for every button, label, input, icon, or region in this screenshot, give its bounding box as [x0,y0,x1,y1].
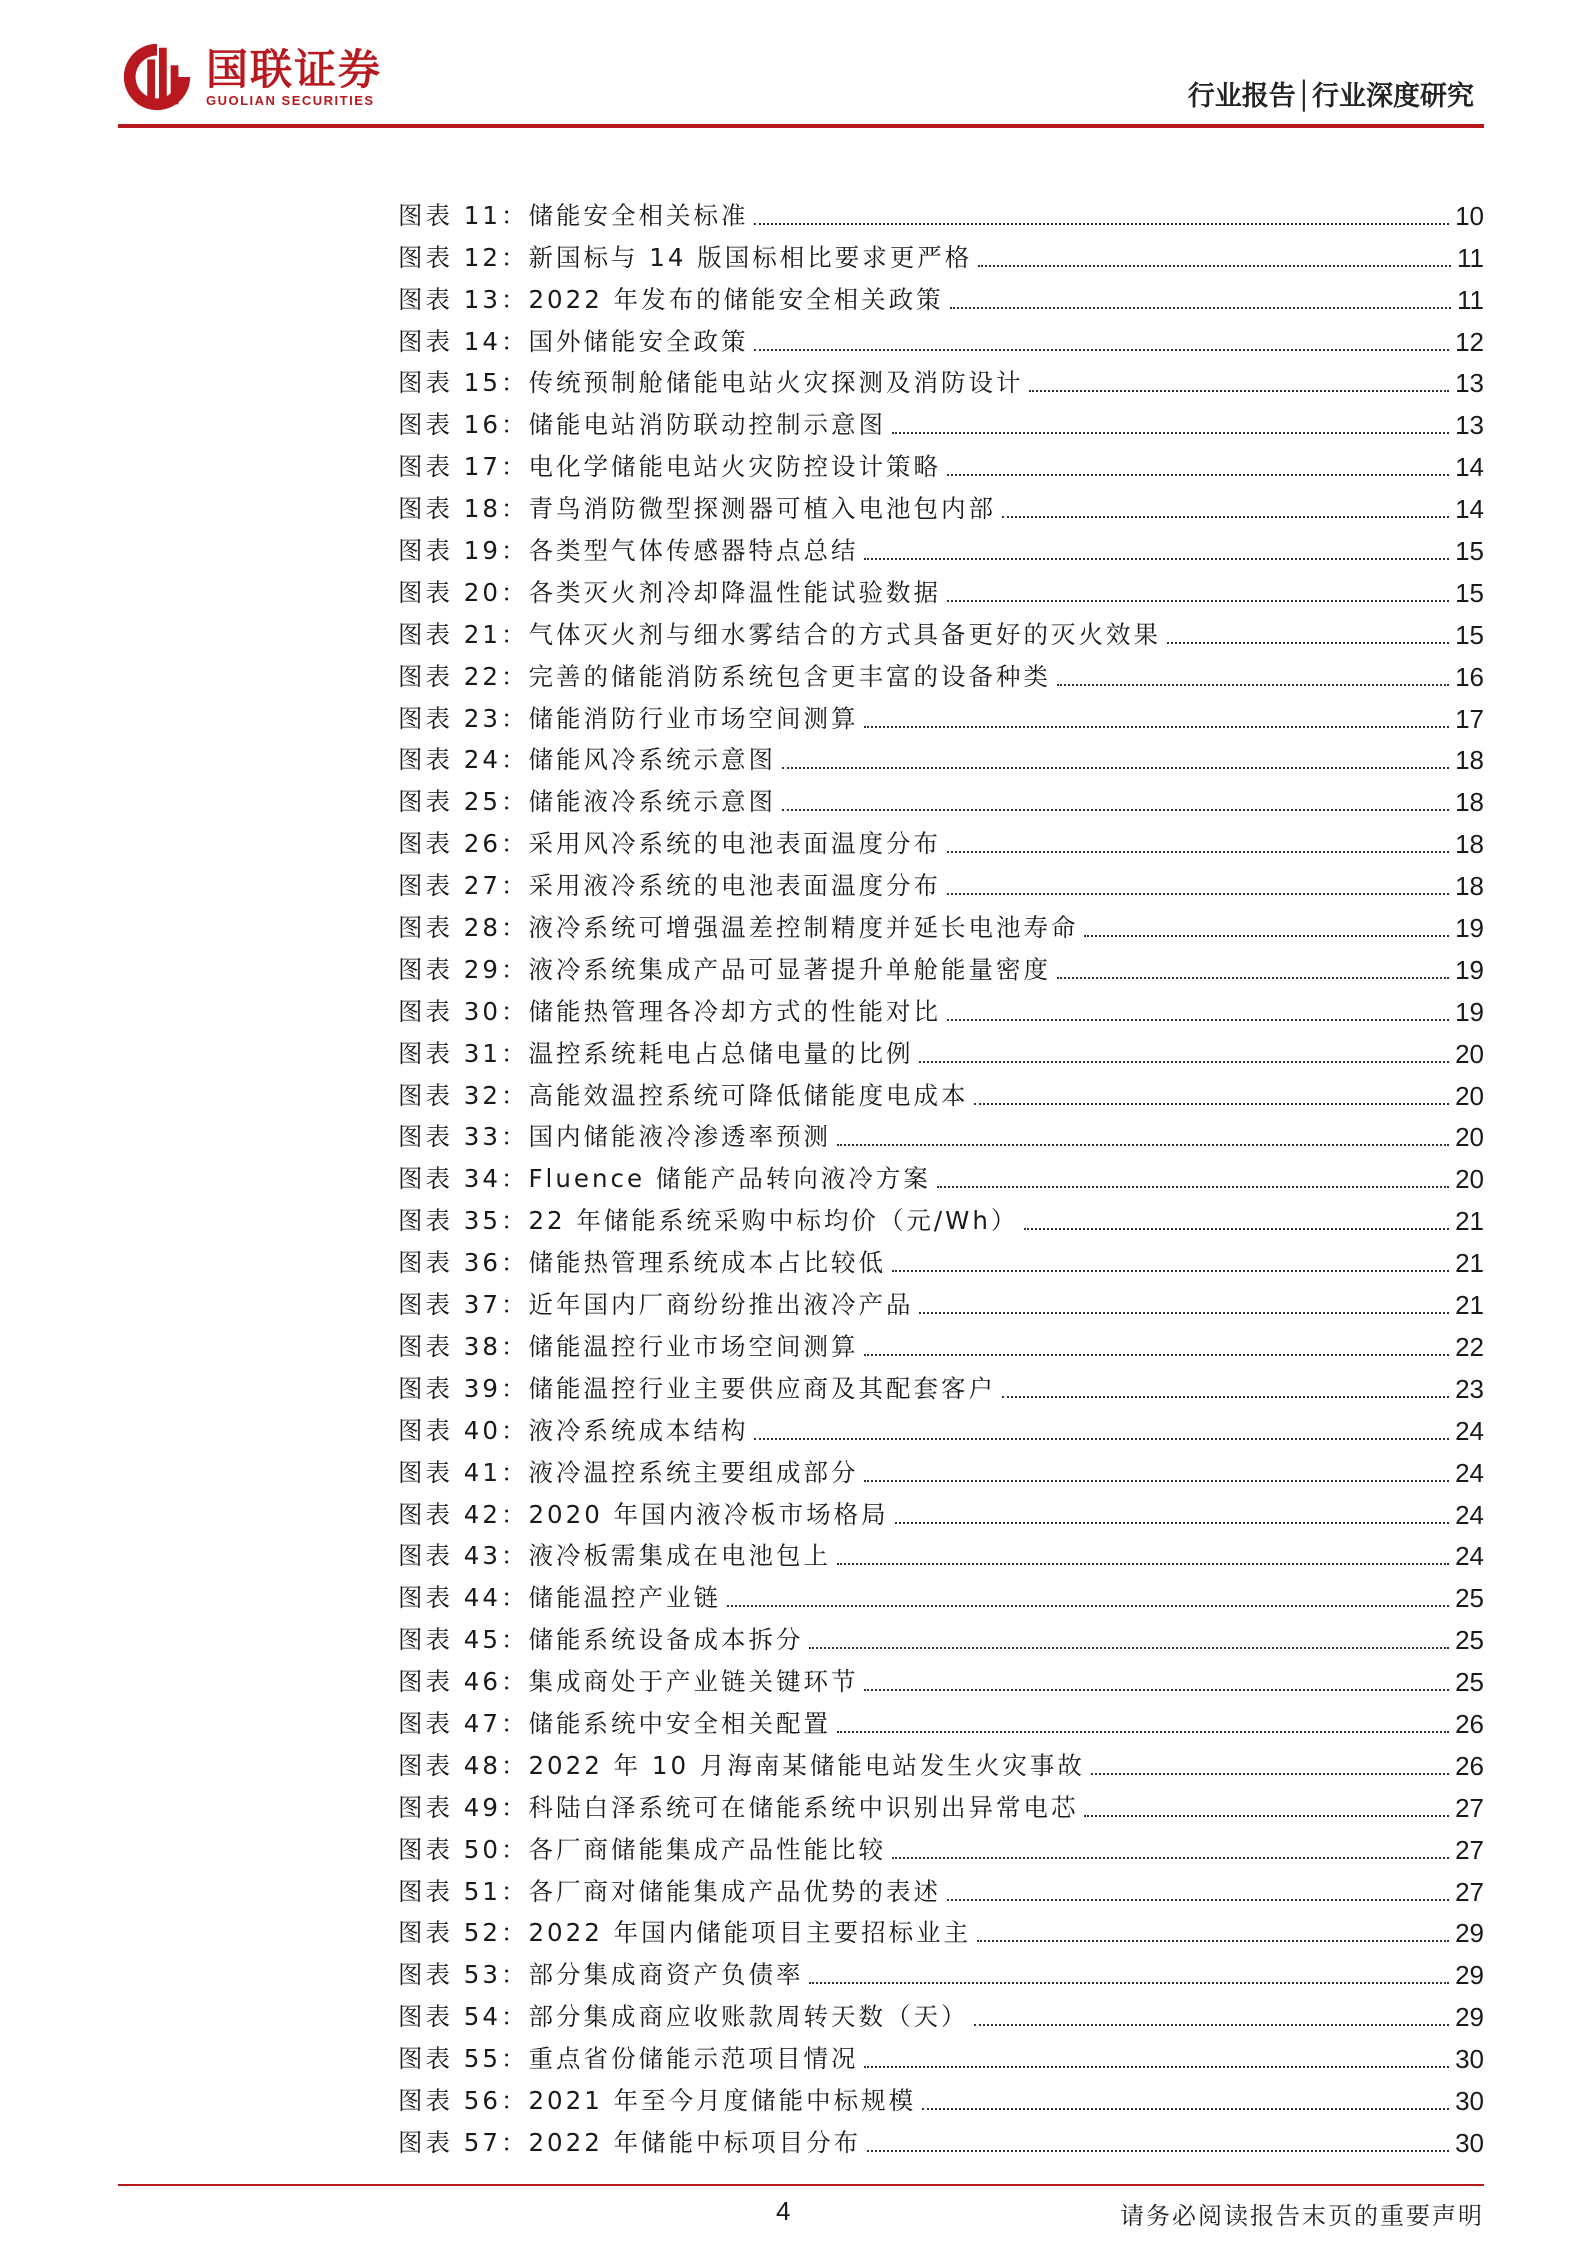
toc-dot-leader [837,1563,1449,1565]
toc-entry-page: 18 [1455,745,1484,776]
toc-entry-page: 29 [1455,1918,1484,1949]
toc-dot-leader [727,1605,1449,1607]
toc-entry-label: 图表 56：2021 年至今月度储能中标规模 [398,2085,917,2115]
toc-dot-leader [809,1982,1449,1984]
toc-entry-label: 图表 45：储能系统设备成本拆分 [398,1625,804,1655]
toc-entry-page: 23 [1455,1373,1484,1404]
toc-dot-leader [1002,1396,1449,1398]
toc-entry-label: 图表 41：液冷温控系统主要组成部分 [398,1457,859,1487]
toc-entry-page: 29 [1455,2002,1484,2033]
toc-dot-leader [1084,935,1449,937]
toc-entry-label: 图表 25：储能液冷系统示意图 [398,787,776,817]
toc-entry-page: 19 [1455,913,1484,944]
toc-dot-leader [1084,1815,1449,1817]
toc-entry[interactable] [398,1153,1484,1195]
toc-entry[interactable] [398,441,1484,483]
toc-dot-leader [947,851,1449,853]
toc-dot-leader [864,2066,1449,2068]
toc-entry-page: 20 [1455,1080,1484,1111]
toc-entry[interactable] [398,860,1484,902]
toc-dot-leader [1024,1228,1449,1230]
guolian-logo-icon [118,38,196,116]
toc-entry-label: 图表 48：2022 年 10 月海南某储能电站发生火灾事故 [398,1750,1085,1780]
toc-entry-label: 图表 36：储能热管理系统成本占比较低 [398,1248,886,1278]
toc-dot-leader [864,1689,1449,1691]
toc-entry-page: 15 [1455,619,1484,650]
toc-entry-page: 25 [1455,1583,1484,1614]
toc-dot-leader [867,2150,1449,2152]
toc-entry-page: 17 [1455,703,1484,734]
toc-entry-page: 20 [1455,1164,1484,1195]
toc-entry-page: 11 [1457,242,1484,273]
toc-dot-leader [782,809,1449,811]
toc-entry[interactable] [398,693,1484,735]
toc-entry-label: 图表 26：采用风冷系统的电池表面温度分布 [398,829,941,859]
toc-entry-page: 22 [1455,1331,1484,1362]
toc-dot-leader [919,1061,1449,1063]
toc-dot-leader [947,1899,1449,1901]
toc-entry-label: 图表 15：传统预制舱储能电站火灾探测及消防设计 [398,368,1024,398]
toc-entry-label: 图表 43：液冷板需集成在电池包上 [398,1541,831,1571]
toc-entry-page: 12 [1455,326,1484,357]
toc-entry-label: 图表 55：重点省份储能示范项目情况 [398,2044,859,2074]
toc-dot-leader [754,223,1449,225]
toc-dot-leader [1002,516,1449,518]
toc-entry-label: 图表 54：部分集成商应收账款周转天数（天） [398,2002,969,2032]
footer-disclaimer: 请务必阅读报告末页的重要声明 [1120,2202,1484,2230]
toc-entry[interactable] [398,1447,1484,1489]
toc-dot-leader [1057,977,1449,979]
toc-dot-leader [864,558,1449,560]
toc-entry[interactable] [398,1363,1484,1405]
toc-entry-page: 24 [1455,1415,1484,1446]
toc-entry-page: 27 [1455,1876,1484,1907]
toc-entry[interactable] [398,483,1484,525]
toc-entry[interactable] [398,1531,1484,1573]
toc-entry-page: 13 [1455,410,1484,441]
toc-entry-label: 图表 20：各类灭火剂冷却降温性能试验数据 [398,577,941,607]
toc-entry[interactable] [398,232,1484,274]
toc-entry[interactable] [398,1028,1484,1070]
toc-entry-label: 图表 28：液冷系统可增强温差控制精度并延长电池寿命 [398,913,1079,943]
toc-entry-page: 21 [1455,1248,1484,1279]
toc-entry-label: 图表 29：液冷系统集成产品可显著提升单舱能量密度 [398,954,1051,984]
toc-entry-label: 图表 18：青鸟消防微型探测器可植入电池包内部 [398,494,996,524]
toc-dot-leader [1057,684,1449,686]
toc-dot-leader [978,265,1451,267]
toc-entry[interactable] [398,190,1484,232]
toc-entry-label: 图表 22：完善的储能消防系统包含更丰富的设备种类 [398,661,1051,691]
toc-entry[interactable] [398,1698,1484,1740]
toc-entry-page: 30 [1455,2044,1484,2075]
toc-entry-label: 图表 39：储能温控行业主要供应商及其配套客户 [398,1373,996,1403]
toc-dot-leader [782,767,1449,769]
toc-entry[interactable] [398,1824,1484,1866]
toc-entry-label: 图表 35：22 年储能系统采购中标均价（元/Wh） [398,1206,1019,1236]
toc-entry-label: 图表 21：气体灭火剂与细水雾结合的方式具备更好的灭火效果 [398,619,1161,649]
toc-entry[interactable] [398,525,1484,567]
toc-dot-leader [950,307,1451,309]
toc-dot-leader [922,2108,1449,2110]
toc-entry-page: 13 [1455,368,1484,399]
toc-dot-leader [864,1354,1449,1356]
toc-entry[interactable] [398,902,1484,944]
toc-entry[interactable] [398,776,1484,818]
toc-entry-page: 20 [1455,1122,1484,1153]
toc-entry-label: 图表 32：高能效温控系统可降低储能度电成本 [398,1080,969,1110]
toc-entry-label: 图表 16：储能电站消防联动控制示意图 [398,410,886,440]
toc-entry-page: 14 [1455,452,1484,483]
toc-entry-label: 图表 13：2022 年发布的储能安全相关政策 [398,284,944,314]
toc-entry[interactable] [398,1279,1484,1321]
toc-entry-label: 图表 14：国外储能安全政策 [398,326,749,356]
toc-dot-leader [1167,642,1449,644]
toc-entry-label: 图表 47：储能系统中安全相关配置 [398,1708,831,1738]
toc-entry[interactable] [398,1656,1484,1698]
toc-entry[interactable] [398,1112,1484,1154]
toc-dot-leader [892,1857,1449,1859]
toc-dot-leader [754,349,1449,351]
toc-entry[interactable] [398,274,1484,316]
toc-entry[interactable] [398,2075,1484,2117]
toc-entry-page: 30 [1455,2085,1484,2116]
toc-dot-leader [947,893,1449,895]
toc-entry[interactable] [398,567,1484,609]
toc-entry-page: 25 [1455,1667,1484,1698]
toc-entry[interactable] [398,1321,1484,1363]
toc-dot-leader [864,1480,1449,1482]
toc-entry-page: 30 [1455,2127,1484,2158]
toc-entry[interactable] [398,1866,1484,1908]
toc-entry-page: 14 [1455,494,1484,525]
toc-dot-leader [895,1522,1449,1524]
toc-dot-leader [892,432,1449,434]
toc-entry-label: 图表 31：温控系统耗电占总储电量的比例 [398,1038,914,1068]
toc-entry-label: 图表 34：Fluence 储能产品转向液冷方案 [398,1164,931,1194]
toc-entry[interactable] [398,1572,1484,1614]
toc-entry-page: 18 [1455,829,1484,860]
toc-entry[interactable] [398,399,1484,441]
toc-entry-page: 27 [1455,1834,1484,1865]
toc-entry-page: 16 [1455,661,1484,692]
toc-entry-label: 图表 27：采用液冷系统的电池表面温度分布 [398,871,941,901]
toc-entry-label: 图表 50：各厂商储能集成产品性能比较 [398,1834,886,1864]
toc-entry-label: 图表 17：电化学储能电站火灾防控设计策略 [398,452,941,482]
toc-entry-page: 19 [1455,996,1484,1027]
toc-entry[interactable] [398,1782,1484,1824]
toc-entry[interactable] [398,609,1484,651]
toc-entry[interactable] [398,735,1484,777]
toc-entry-page: 18 [1455,787,1484,818]
toc-dot-leader [809,1647,1449,1649]
toc-entry-label: 图表 19：各类型气体传感器特点总结 [398,536,859,566]
toc-entry[interactable] [398,1991,1484,2033]
toc-dot-leader [754,1438,1449,1440]
toc-entry-label: 图表 23：储能消防行业市场空间测算 [398,703,859,733]
toc-entry-label: 图表 44：储能温控产业链 [398,1583,721,1613]
toc-entry-label: 图表 51：各厂商对储能集成产品优势的表述 [398,1876,941,1906]
page-header [118,38,1484,128]
toc-entry-page: 27 [1455,1792,1484,1823]
toc-entry-label: 图表 42：2020 年国内液冷板市场格局 [398,1499,889,1529]
toc-dot-leader [837,1731,1449,1733]
toc-entry[interactable] [398,2033,1484,2075]
toc-entry-label: 图表 33：国内储能液冷渗透率预测 [398,1122,831,1152]
toc-entry[interactable] [398,944,1484,986]
toc-entry-label: 图表 49：科陆白泽系统可在储能系统中识别出异常电芯 [398,1792,1079,1822]
toc-entry-page: 24 [1455,1541,1484,1572]
toc-dot-leader [977,1940,1449,1942]
toc-entry[interactable] [398,1740,1484,1782]
toc-entry[interactable] [398,1070,1484,1112]
toc-entry-page: 25 [1455,1625,1484,1656]
toc-entry-page: 24 [1455,1499,1484,1530]
toc-entry[interactable] [398,1614,1484,1656]
toc-dot-leader [837,1144,1449,1146]
toc-entry-label: 图表 46：集成商处于产业链关键环节 [398,1667,859,1697]
toc-entry[interactable] [398,651,1484,693]
toc-entry[interactable] [398,818,1484,860]
header-divider [118,124,1484,128]
toc-dot-leader [974,2024,1449,2026]
toc-entry-page: 10 [1455,200,1484,231]
logo-chinese-name: 国联证券 [206,44,383,94]
toc-entry-label: 图表 40：液冷系统成本结构 [398,1415,749,1445]
toc-entry-label: 图表 38：储能温控行业市场空间测算 [398,1331,859,1361]
report-type-tag: 行业报告│行业深度研究 [1187,81,1474,112]
toc-dot-leader [919,1312,1449,1314]
toc-dot-leader [892,1270,1449,1272]
figure-index-list [398,190,1484,2159]
toc-entry-label: 图表 24：储能风冷系统示意图 [398,745,776,775]
page-number: 4 [776,2196,791,2226]
toc-dot-leader [947,474,1449,476]
toc-entry-page: 19 [1455,954,1484,985]
toc-entry-page: 26 [1455,1708,1484,1739]
toc-dot-leader [1091,1773,1449,1775]
toc-dot-leader [947,1019,1449,1021]
toc-entry-label: 图表 57：2022 年储能中标项目分布 [398,2127,862,2157]
toc-entry-label: 图表 53：部分集成商资产负债率 [398,1960,804,1990]
toc-dot-leader [1029,390,1449,392]
toc-entry[interactable] [398,1195,1484,1237]
toc-entry-label: 图表 12：新国标与 14 版国标相比要求更严格 [398,242,973,272]
toc-entry-page: 15 [1455,577,1484,608]
toc-entry-label: 图表 52：2022 年国内储能项目主要招标业主 [398,1918,972,1948]
toc-entry-label: 图表 11：储能安全相关标准 [398,200,749,230]
toc-entry[interactable] [398,986,1484,1028]
toc-entry-page: 29 [1455,1960,1484,1991]
toc-entry[interactable] [398,1405,1484,1447]
toc-entry[interactable] [398,1949,1484,1991]
toc-entry[interactable] [398,1489,1484,1531]
toc-entry-page: 20 [1455,1038,1484,1069]
toc-entry[interactable] [398,1908,1484,1950]
toc-entry-page: 18 [1455,871,1484,902]
toc-entry[interactable] [398,1237,1484,1279]
toc-entry-page: 24 [1455,1457,1484,1488]
toc-entry-page: 11 [1457,284,1484,315]
logo-english-name: GUOLIAN SECURITIES [206,92,375,108]
toc-entry[interactable] [398,316,1484,358]
toc-entry-label: 图表 37：近年国内厂商纷纷推出液冷产品 [398,1290,914,1320]
toc-entry-page: 26 [1455,1750,1484,1781]
toc-dot-leader [937,1186,1449,1188]
toc-entry-page: 15 [1455,536,1484,567]
footer-divider [118,2184,1484,2186]
toc-dot-leader [974,1103,1449,1105]
toc-entry-page: 21 [1455,1206,1484,1237]
toc-entry-label: 图表 30：储能热管理各冷却方式的性能对比 [398,996,941,1026]
toc-entry[interactable] [398,358,1484,400]
toc-entry-page: 21 [1455,1290,1484,1321]
toc-entry[interactable] [398,2117,1484,2159]
company-logo [118,38,382,116]
toc-dot-leader [864,726,1449,728]
toc-dot-leader [947,600,1449,602]
